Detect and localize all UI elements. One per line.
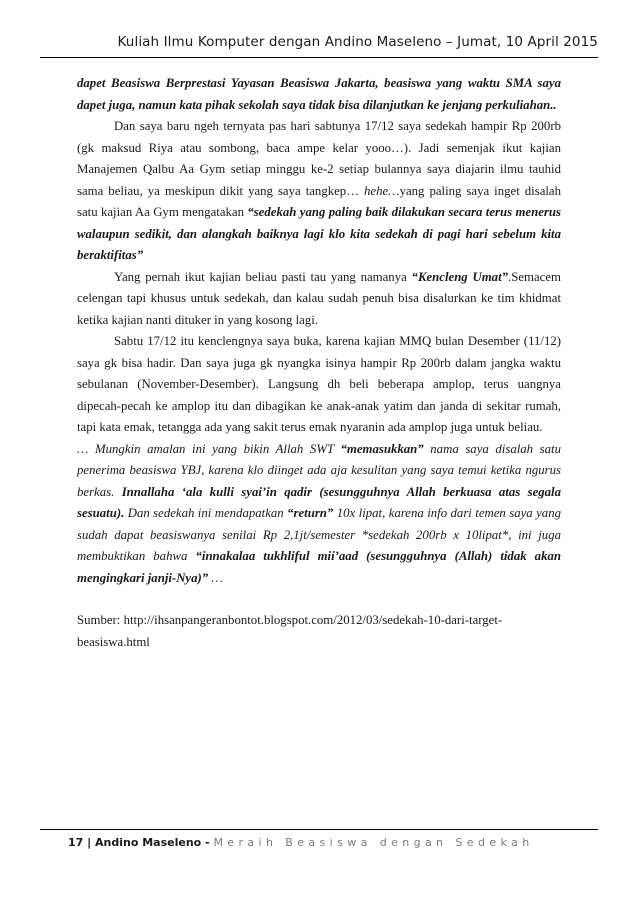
kencleng-umat-term: “Kencleng Umat” xyxy=(411,269,509,284)
article-body xyxy=(77,73,561,653)
paragraph-3-text: Yang pernah ikut kajian beliau pasti tau yang namanya xyxy=(114,269,412,284)
paragraph-1 xyxy=(77,73,561,116)
source-citation xyxy=(77,610,561,653)
scholarship-intro-text: dapet Beasiswa Berprestasi Yayasan Beasiswa Jakarta, beasiswa yang waktu SMA saya dapet juga, namun kata pihak sekolah saya tidak bisa dilanjutkan ke jenjang perkuliahan.. xyxy=(77,76,561,112)
paragraph-3 xyxy=(77,267,561,332)
footer-separator: | xyxy=(83,836,95,849)
paragraph-spacer xyxy=(77,589,561,610)
memasukkan-term: “memasukkan” xyxy=(340,441,424,456)
paragraph-2-italic: hehe… xyxy=(364,183,400,198)
page-header: Kuliah Ilmu Komputer dengan Andino Maseleno – Jumat, 10 April 2015 xyxy=(117,34,598,50)
page-footer xyxy=(68,836,534,849)
innakalaa-quote: “innakalaa tukhliful mii’aad (sesungguhnya (Allah) tidak akan mengingkari janji-Nya)” xyxy=(77,549,561,585)
paragraph-5 xyxy=(77,439,561,590)
page-number: 17 xyxy=(68,836,84,849)
footer-divider xyxy=(40,829,598,830)
paragraph-2-text: Dan saya baru ngeh ternyata pas hari sabtunya 17/12 saya sedekah hampir Rp 200rb (gk maksud Riya atau sombong, baca ampe kelar yooo…). Jadi semenjak ikut kajian Manajemen Qalbu Aa Gym setiap minggu ke-2 setiap bulannya saya diajarin ilmu tauhid sama beliau, ya meskipun dikit yang saya tangkep… xyxy=(77,119,561,198)
paragraph-4 xyxy=(77,331,561,439)
paragraph-2 xyxy=(77,116,561,267)
footer-dash: - xyxy=(201,836,214,849)
paragraph-5-italic-2: nama saya disalah satu penerima beasiswa YBJ, karena klo diinget ada aja kesulitan yang saya temui ketika ngurus berkas. xyxy=(77,441,561,499)
paragraph-5-italic-5: … xyxy=(208,570,223,585)
footer-author: Andino Maseleno xyxy=(95,836,202,849)
paragraph-3-text-2: .Semacem celengan tapi khusus untuk sedekah, dan kalau sudah penuh bisa disalurkan ke tim khidmat ketika kajian nanti dituker in yang kosong lagi. xyxy=(77,269,561,327)
header-divider xyxy=(40,57,598,58)
paragraph-2-text-2: yang paling saya inget disalah satu kajian Aa Gym mengatakan xyxy=(77,183,562,219)
return-term: “return” xyxy=(287,506,334,520)
footer-book-title: Meraih Beasiswa dengan Sedekah xyxy=(213,836,534,849)
paragraph-5-italic-4: 10x lipat, karena info dari temen saya yang sudah dapat beasiswanya senilai Rp 2,1jt/semester *sedekah 200rb x 10lipat*, ini juga membuktikan bahwa xyxy=(77,506,561,563)
innallaha-quote: Innallaha ‘ala kulli syai’in qadir (sesungguhnya Allah berkuasa atas segala sesuatu). xyxy=(77,484,561,520)
source-link[interactable]: Sumber: http://ihsanpangeranbontot.blogspot.com/2012/03/sedekah-10-dari-target-beasiswa.html xyxy=(77,613,503,649)
paragraph-4-text: Sabtu 17/12 itu kenclengnya saya buka, karena kajian MMQ bulan Desember (11/12) saya gk bisa hadir. Dan saya juga gk nyangka isinya hampir Rp 200rb dalam jangka waktu sebulanan (November-Desember). Langsung dh beli beberapa amplop, terus uangnya dipecah-pecah ke amplop itu dan dibagikan ke anak-anak yatim dan janda di sekitar rumah, tapi kata emak, tetangga ada yang sakit terus emak nyaranin ada amplop juga untuk beliau. xyxy=(77,334,561,434)
paragraph-5-italic-3: Dan sedekah ini mendapatkan xyxy=(124,506,288,520)
sedekah-quote: “sedekah yang paling baik dilakukan secara terus menerus walaupun sedikit, dan alangkah baiknya lagi klo kita sedekah di pagi hari sebelum kita beraktifitas” xyxy=(77,205,561,262)
paragraph-5-italic-1: … Mungkin amalan ini yang bikin Allah SWT xyxy=(77,441,341,456)
